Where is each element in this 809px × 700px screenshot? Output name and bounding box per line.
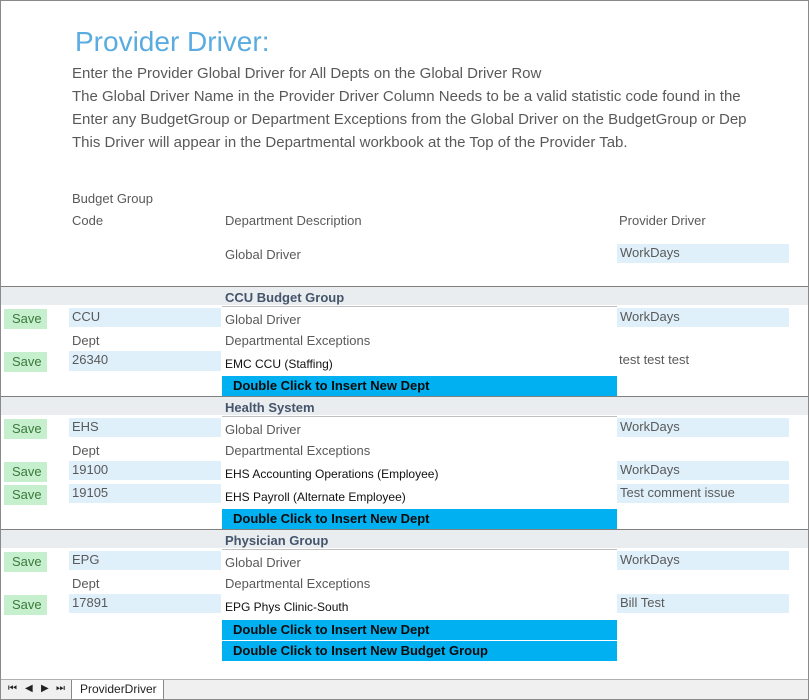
group-code-cell[interactable]: EPG xyxy=(69,551,221,570)
header-budget-group: Budget Group xyxy=(72,191,153,206)
dept-code-cell[interactable]: 19105 xyxy=(69,484,221,503)
save-button[interactable]: Save xyxy=(4,419,47,439)
dept-driver-cell[interactable]: test test test xyxy=(619,352,690,367)
page-title: Provider Driver: xyxy=(75,26,270,57)
instruction-line-1: Enter the Provider Global Driver for All Depts on the Global Driver Row xyxy=(72,65,542,82)
save-button[interactable]: Save xyxy=(4,309,47,329)
insert-dept-button[interactable]: Double Click to Insert New Dept xyxy=(222,376,617,396)
dept-label: Dept xyxy=(72,576,100,591)
group-driver-cell[interactable]: WorkDays xyxy=(617,308,789,327)
sheet-tab-bar xyxy=(1,679,808,700)
group-driver-cell[interactable]: WorkDays xyxy=(617,551,789,570)
dept-code-cell[interactable]: 19100 xyxy=(69,461,221,480)
group-title: CCU Budget Group xyxy=(225,290,345,305)
departmental-exceptions-label: Departmental Exceptions xyxy=(225,576,371,591)
dept-description: EHS Payroll (Alternate Employee) xyxy=(225,490,406,504)
dept-description: EHS Accounting Operations (Employee) xyxy=(225,467,439,481)
departmental-exceptions-label: Departmental Exceptions xyxy=(225,333,371,348)
group-header-band xyxy=(1,397,808,415)
departmental-exceptions-label: Departmental Exceptions xyxy=(225,443,371,458)
save-button[interactable]: Save xyxy=(4,485,47,505)
dept-code-cell[interactable]: 26340 xyxy=(69,351,221,371)
instruction-line-3: Enter any BudgetGroup or Department Exceptions from the Global Driver on the BudgetGroup or Dep xyxy=(72,111,747,128)
next-sheet-icon[interactable]: ▶ xyxy=(41,683,49,694)
group-global-driver-label: Global Driver xyxy=(225,555,301,570)
save-button[interactable]: Save xyxy=(4,352,47,372)
group-global-driver-label: Global Driver xyxy=(225,422,301,437)
instruction-line-2: The Global Driver Name in the Provider Driver Column Needs to be a valid statistic code found in the xyxy=(72,88,741,105)
insert-budget-group-button[interactable]: Double Click to Insert New Budget Group xyxy=(222,641,617,661)
group-title: Physician Group xyxy=(225,533,329,548)
group-global-driver-label: Global Driver xyxy=(225,312,301,327)
header-department-description: Department Description xyxy=(225,213,362,228)
last-sheet-icon[interactable]: ⏭ xyxy=(56,683,65,694)
dept-code-cell[interactable]: 17891 xyxy=(69,594,221,613)
group-title-underline xyxy=(222,416,617,417)
global-driver-cell[interactable]: WorkDays xyxy=(617,244,789,263)
first-sheet-icon[interactable]: ⏮ xyxy=(8,683,17,694)
save-button[interactable]: Save xyxy=(4,595,47,615)
group-title: Health System xyxy=(225,400,315,415)
save-button[interactable]: Save xyxy=(4,552,47,572)
group-code-cell[interactable]: CCU xyxy=(69,308,221,327)
dept-driver-cell[interactable]: Bill Test xyxy=(617,594,789,613)
header-provider-driver: Provider Driver xyxy=(619,213,706,228)
group-code-cell[interactable]: EHS xyxy=(69,418,221,437)
dept-description: EMC CCU (Staffing) xyxy=(225,357,333,371)
group-driver-cell[interactable]: WorkDays xyxy=(617,418,789,437)
previous-sheet-icon[interactable]: ◀ xyxy=(25,683,33,694)
instruction-line-4: This Driver will appear in the Departmental workbook at the Top of the Provider Tab. xyxy=(72,134,628,151)
dept-driver-cell[interactable]: Test comment issue xyxy=(617,484,789,503)
insert-dept-button[interactable]: Double Click to Insert New Dept xyxy=(222,620,617,640)
sheet-tab-providerdriver[interactable]: ProviderDriver xyxy=(71,680,164,700)
dept-label: Dept xyxy=(72,333,100,348)
save-button[interactable]: Save xyxy=(4,462,47,482)
dept-driver-cell[interactable]: WorkDays xyxy=(617,461,789,480)
group-header-band xyxy=(1,287,808,305)
dept-label: Dept xyxy=(72,443,100,458)
group-title-underline xyxy=(222,549,617,550)
group-title-underline xyxy=(222,306,617,307)
insert-dept-button[interactable]: Double Click to Insert New Dept xyxy=(222,509,617,529)
global-driver-label: Global Driver xyxy=(225,247,301,262)
group-header-band xyxy=(1,530,808,548)
header-code: Code xyxy=(72,213,104,228)
dept-description: EPG Phys Clinic-South xyxy=(225,600,349,614)
